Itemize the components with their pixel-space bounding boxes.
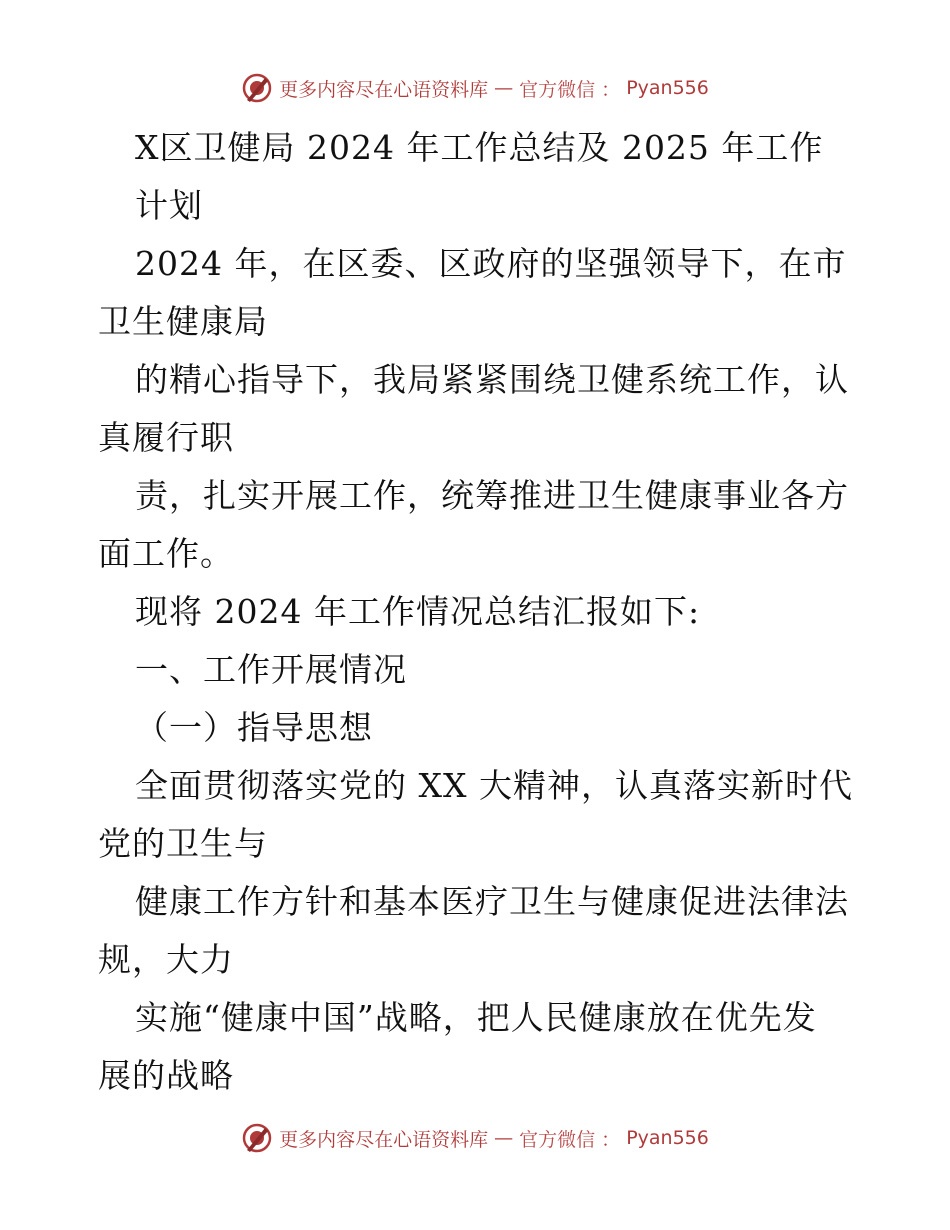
subsection-heading: （一）指导思想 bbox=[135, 708, 373, 747]
watermark-site-text: 更多内容尽在心语资料库 bbox=[279, 1128, 489, 1151]
body-line: 2024 年，在区委、区政府的坚强领导下，在市 bbox=[135, 244, 847, 283]
section-heading: 一、工作开展情况 bbox=[135, 650, 407, 689]
document-title-line-2: 计划 bbox=[135, 186, 203, 225]
body-line: 规，大力 bbox=[98, 940, 234, 979]
document-title-line-1: X区卫健局 2024 年工作总结及 2025 年工作 bbox=[135, 128, 824, 167]
body-line: 责，扎实开展工作，统筹推进卫生健康事业各方 bbox=[135, 476, 849, 515]
body-line: 实施“健康中国”战略，把人民健康放在优先发 bbox=[135, 998, 817, 1037]
body-line: 全面贯彻落实党的 XX 大精神，认真落实新时代 bbox=[135, 766, 853, 805]
watermark-account: Pyan556 bbox=[626, 1127, 709, 1149]
body-line: 党的卫生与 bbox=[98, 824, 268, 863]
body-line: 展的战略 bbox=[98, 1056, 234, 1095]
watermark-dash: — bbox=[494, 77, 514, 99]
watermark-label: 官方微信 bbox=[519, 78, 596, 101]
body-line: 现将 2024 年工作情况总结汇报如下: bbox=[135, 592, 701, 631]
watermark-separator: ： bbox=[601, 1128, 621, 1151]
quill-logo-icon bbox=[241, 1122, 273, 1154]
body-line: 健康工作方针和基本医疗卫生与健康促进法律法 bbox=[135, 882, 849, 921]
quill-logo-icon bbox=[241, 72, 273, 104]
body-line: 的精心指导下，我局紧紧围绕卫健系统工作，认 bbox=[135, 360, 849, 399]
header-watermark bbox=[0, 72, 950, 104]
body-line: 面工作。 bbox=[98, 534, 234, 573]
watermark-account: Pyan556 bbox=[626, 77, 709, 99]
watermark-site-text: 更多内容尽在心语资料库 bbox=[279, 78, 489, 101]
body-line: 卫生健康局 bbox=[98, 302, 268, 341]
footer-watermark bbox=[0, 1122, 950, 1154]
watermark-separator: ： bbox=[601, 78, 621, 101]
watermark-label: 官方微信 bbox=[519, 1128, 596, 1151]
watermark-dash: — bbox=[494, 1127, 514, 1149]
body-line: 真履行职 bbox=[98, 418, 234, 457]
